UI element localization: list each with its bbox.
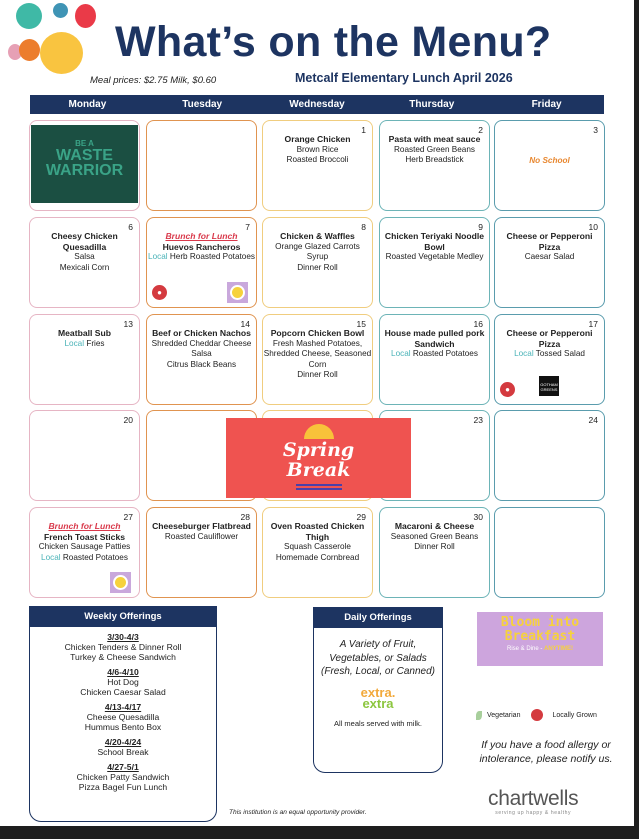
waste-banner-line2: WARRIOR (45, 162, 124, 179)
day-cell (146, 217, 257, 308)
day-cell (262, 217, 373, 308)
date-number: 1 (361, 125, 366, 135)
date-number: 10 (588, 222, 598, 232)
day-cell (379, 314, 490, 405)
weekly-offerings-box (29, 606, 217, 822)
spring-banner-line2: Break (286, 459, 351, 481)
date-number: 23 (473, 415, 483, 425)
weekly-offering-item: Hummus Bento Box (84, 722, 162, 732)
menu-item: Orange Glazed Carrots (275, 241, 360, 251)
day-cell (494, 314, 605, 405)
day-wednesday: Wednesday (289, 99, 345, 110)
legend (476, 709, 597, 721)
weekly-offering-group (30, 702, 216, 732)
weekly-offering-item: Turkey & Cheese Sandwich (70, 652, 176, 662)
spring-break-banner (226, 418, 411, 498)
page-title: What’s on the Menu? (115, 18, 552, 66)
vegetarian-leaf-icon (476, 711, 482, 720)
decor-dot (19, 39, 40, 61)
daily-offerings-text: A Variety of Fruit, Vegetables, or Salads (Fresh, Local, or Canned) (321, 639, 435, 677)
locally-grown-icon: ● (500, 382, 515, 397)
menu-item: Squash Casserole (284, 542, 351, 551)
day-thursday: Thursday (409, 99, 455, 110)
date-number: 27 (123, 512, 133, 522)
sun-icon (304, 424, 334, 439)
date-number: 17 (588, 319, 598, 329)
weekly-offering-group (30, 667, 216, 697)
menu-item: Salsa (191, 349, 212, 358)
bloom-tagline (477, 646, 603, 652)
day-cell (146, 507, 257, 598)
milk-note: All meals served with milk. (334, 718, 422, 728)
local-tag: Local (41, 552, 61, 562)
date-number: 7 (245, 222, 250, 232)
day-cell (146, 120, 257, 211)
date-number: 28 (240, 512, 250, 522)
menu-entree: Oven Roasted Chicken Thigh (270, 521, 365, 542)
weekly-offering-item: Chicken Tenders & Dinner Roll (64, 642, 182, 652)
vegetarian-icon (110, 572, 131, 593)
date-number: 2 (478, 125, 483, 135)
menu-item (30, 339, 139, 350)
menu-item: Roasted Green Beans (393, 144, 475, 154)
date-number: 6 (128, 222, 133, 232)
meal-prices: Meal prices: $2.75 Milk, $0.60 (90, 75, 217, 86)
menu-item: Dinner Roll (414, 542, 455, 551)
menu-subtitle: Metcalf Elementary Lunch April 2026 (295, 71, 513, 85)
menu-entree: Cheese or Pepperoni Pizza (506, 328, 593, 349)
bloom-line2: Breakfast (504, 629, 576, 644)
day-cell (262, 314, 373, 405)
menu-entree: Cheeseburger Flatbread (152, 521, 251, 531)
date-number: 15 (356, 319, 366, 329)
menu-item: Citrus Black Beans (166, 359, 237, 369)
menu-entree: Cheese or Pepperoni Pizza (506, 231, 593, 252)
date-number: 30 (473, 512, 483, 522)
menu-item: Dinner Roll (297, 370, 338, 379)
decor-dot (75, 4, 96, 28)
day-monday: Monday (68, 99, 107, 110)
legend-vegetarian: Vegetarian (487, 711, 521, 719)
menu-item-text: Tossed Salad (533, 349, 585, 358)
menu-item: Roasted Cauliflower (164, 531, 239, 541)
waste-banner-line1: WASTE (56, 147, 113, 164)
waste-banner-small: BE A (75, 139, 94, 148)
day-cell (379, 217, 490, 308)
menu-item: Mexicali Corn (59, 262, 110, 272)
day-cell (29, 410, 140, 501)
week-range: 3/30-4/3 (107, 632, 139, 642)
menu-item-text: Fries (84, 338, 105, 348)
menu-entree: Popcorn Chicken Bowl (270, 328, 365, 338)
menu-item (380, 349, 489, 360)
locally-grown-icon (531, 709, 543, 721)
menu-entree: Meatball Sub (57, 328, 111, 338)
gotham-greens-logo: GOTHAM GREENS (539, 376, 559, 396)
brand-name: chartwells (488, 787, 579, 810)
brunch-for-lunch-label: Brunch for Lunch (165, 231, 238, 241)
day-tuesday: Tuesday (182, 99, 223, 110)
day-cell (262, 120, 373, 211)
weekly-offerings-title: Weekly Offerings (30, 607, 216, 627)
bloom-tag: Rise & Dine - (506, 646, 544, 652)
daily-offerings-title: Daily Offerings (314, 608, 442, 628)
date-number: 8 (361, 222, 366, 232)
chartwells-logo (488, 788, 578, 816)
extra-logo-line2: extra (362, 695, 394, 711)
menu-entree: Beef or Chicken Nachos (152, 328, 251, 338)
bloom-into-breakfast-banner (477, 612, 603, 666)
date-number: 3 (593, 125, 598, 135)
menu-item: Shredded Cheddar Cheese (151, 338, 252, 348)
day-cell (29, 507, 140, 598)
waves-icon (296, 484, 342, 490)
weekly-offering-item: Pizza Bagel Fun Lunch (78, 782, 168, 792)
menu-entree: Orange Chicken (284, 134, 351, 144)
decor-dot (16, 3, 42, 29)
menu-entree: House made pulled pork Sandwich (384, 328, 485, 349)
date-number: 9 (478, 222, 483, 232)
day-cell (29, 217, 140, 308)
legend-locally-grown: Locally Grown (552, 711, 597, 719)
menu-item (147, 252, 256, 263)
vegetarian-icon (227, 282, 248, 303)
menu-entree: Pasta with meat sauce (388, 134, 481, 144)
day-cell (29, 314, 140, 405)
day-cell (494, 410, 605, 501)
weekly-offering-item: Cheese Quesadilla (86, 712, 160, 722)
day-cell (262, 507, 373, 598)
menu-item: Chicken Sausage Patties (38, 542, 131, 551)
local-tag: Local (64, 338, 85, 348)
date-number: 14 (240, 319, 250, 329)
day-cell (494, 507, 605, 598)
menu-item: Caesar Salad (524, 252, 575, 261)
date-number: 24 (588, 415, 598, 425)
menu-item: Fresh Mashed Potatoes, Shredded Cheese, Seasoned Corn (263, 338, 372, 369)
day-cell (379, 507, 490, 598)
menu-item: Homemade Cornbread (275, 552, 360, 562)
weekday-header (30, 95, 604, 114)
menu-item (30, 553, 139, 564)
menu-entree: French Toast Sticks (43, 531, 126, 542)
brand-tagline: serving up happy & healthy (495, 810, 572, 816)
locally-grown-icon: ● (152, 285, 167, 300)
allergy-notice: If you have a food allergy or intolerance, please notify us. (479, 739, 613, 765)
day-cell (494, 120, 605, 211)
menu-item: Roasted Broccoli (286, 155, 349, 164)
menu-entree: Macaroni & Cheese (394, 521, 475, 531)
menu-item-text: Roasted Potatoes (410, 349, 478, 358)
menu-item: Salsa (74, 252, 95, 261)
date-number: 20 (123, 415, 133, 425)
week-range: 4/6-4/10 (107, 667, 139, 677)
day-cell (379, 120, 490, 211)
date-number: 29 (356, 512, 366, 522)
spring-banner-line1: Spring (282, 439, 355, 461)
week-range: 4/27-5/1 (107, 762, 139, 772)
menu-entree: Chicken & Waffles (280, 231, 355, 241)
equal-opportunity-note: This institution is an equal opportunity provider. (229, 809, 367, 816)
menu-item: Brown Rice (296, 144, 339, 154)
brunch-for-lunch-label: Brunch for Lunch (48, 521, 121, 531)
daily-offerings-box (313, 607, 443, 773)
extra-extra-logo (314, 684, 442, 711)
weekly-offering-item: Hot Dog (107, 677, 139, 687)
menu-item-text: Herb Roasted Potatoes (167, 252, 255, 261)
day-cell (494, 217, 605, 308)
local-tag: Local (391, 349, 411, 358)
menu-item: Herb Breadstick (405, 155, 464, 164)
menu-entree: Cheesy Chicken Quesadilla (51, 231, 118, 252)
weekly-offering-group (30, 632, 216, 662)
local-tag: Local (514, 349, 534, 358)
menu-entree: Huevos Rancheros (162, 241, 241, 252)
week-range: 4/13-4/17 (104, 702, 142, 712)
weekly-offerings-list (30, 632, 216, 792)
decor-dot (53, 3, 68, 18)
menu-item: Seasoned Green Beans (390, 531, 479, 541)
waste-warrior-banner (31, 125, 138, 203)
menu-item (495, 349, 604, 360)
weekly-offering-group (30, 762, 216, 792)
date-number: 13 (123, 319, 133, 329)
menu-item: Dinner Roll (297, 262, 338, 272)
day-cell (146, 314, 257, 405)
menu-item: Roasted Vegetable Medley (385, 252, 484, 261)
bloom-line1: Bloom into (500, 615, 580, 630)
decor-dot (40, 32, 83, 74)
extra-logo-line1: extra. (360, 684, 396, 700)
local-tag: Local (148, 252, 168, 261)
day-friday: Friday (531, 99, 562, 110)
menu-entree: Chicken Teriyaki Noodle Bowl (384, 231, 485, 252)
date-number: 16 (473, 319, 483, 329)
weekly-offering-item: Chicken Patty Sandwich (76, 772, 170, 782)
weekly-offering-group (30, 737, 216, 757)
bloom-tag-em: ANYTIME! (544, 646, 573, 652)
weekly-offering-item: Chicken Caesar Salad (80, 687, 166, 697)
no-school-label: No School (529, 156, 570, 165)
weekly-offering-item: School Break (97, 747, 149, 757)
menu-item-text: Roasted Potatoes (60, 552, 128, 562)
week-range: 4/20-4/24 (104, 737, 142, 747)
menu-item: Syrup (306, 252, 329, 261)
